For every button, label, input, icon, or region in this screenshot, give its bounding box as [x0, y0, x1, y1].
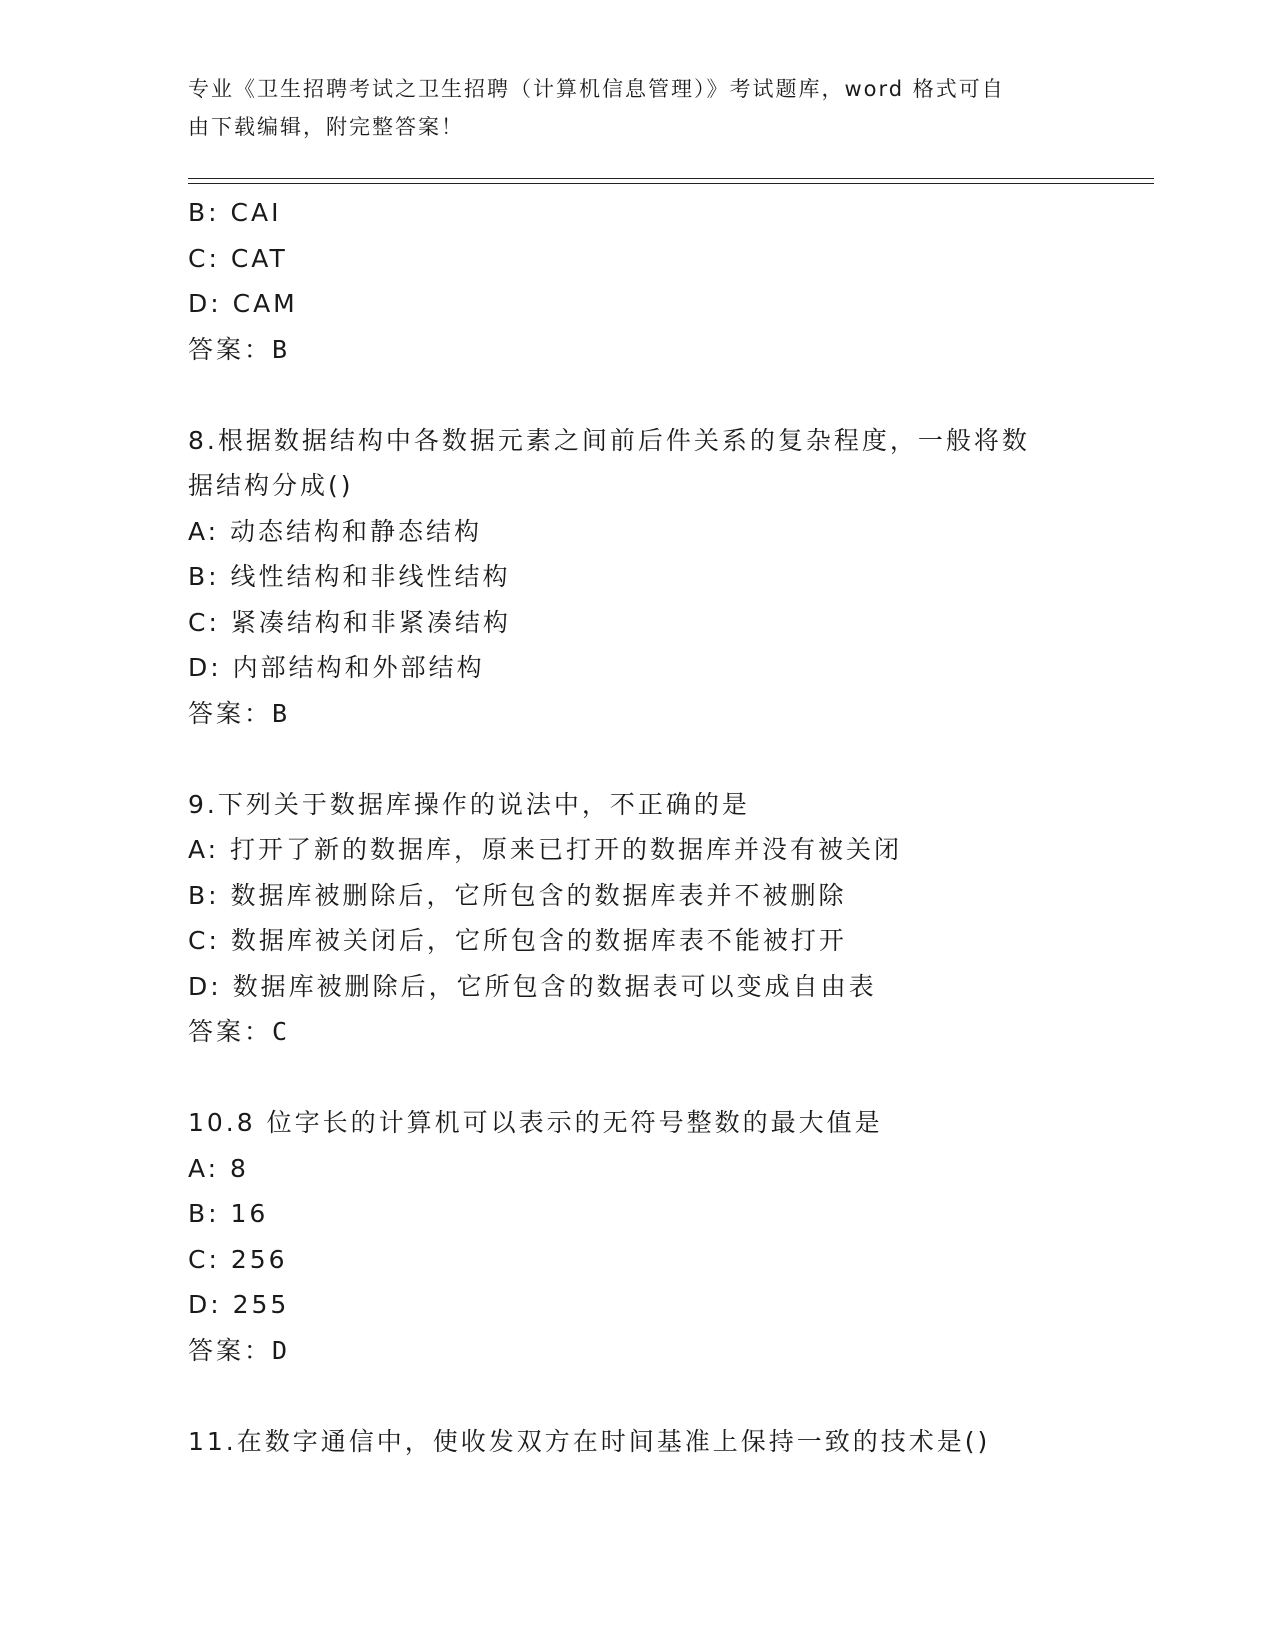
option-d: D: 内部结构和外部结构	[188, 653, 485, 682]
answer-label: 答案：	[188, 698, 273, 728]
answer-label: 答案：	[188, 1017, 273, 1046]
option-b: B: CAI	[188, 198, 282, 227]
option-c: C: 256	[188, 1244, 288, 1274]
answer-label: 答案：	[188, 1335, 273, 1365]
question-stem: 10.8 位字长的计算机可以表示的无符号整数的最大值是	[188, 1108, 883, 1137]
answer-label: 答案：	[188, 334, 273, 364]
question-11	[188, 1419, 1118, 1465]
question-7	[188, 190, 1118, 372]
answer-line	[188, 691, 1118, 737]
header-line-1: 专业《卫生招聘考试之卫生招聘（计算机信息管理）》考试题库，word 格式可自	[188, 77, 1005, 101]
question-10	[188, 1100, 1118, 1373]
question-stem: 8.根据数据结构中各数据元素之间前后件关系的复杂程度，一般将数	[188, 425, 1030, 455]
answer-value: D	[272, 1335, 290, 1365]
option-d: D: 255	[188, 1290, 290, 1319]
option-d: D: CAM	[188, 289, 298, 318]
answer-value: B	[272, 698, 290, 728]
header-divider-bottom	[188, 183, 1154, 184]
question-stem-cont: 据结构分成()	[188, 471, 354, 500]
question-stem: 11.在数字通信中，使收发双方在时间基准上保持一致的技术是()	[188, 1426, 991, 1456]
option-a: A: 打开了新的数据库，原来已打开的数据库并没有被关闭	[188, 835, 903, 864]
answer-line	[188, 1009, 1118, 1055]
answer-value: C	[272, 1017, 290, 1046]
question-8	[188, 418, 1118, 737]
option-c: C: 紧凑结构和非紧凑结构	[188, 607, 511, 637]
answer-line	[188, 1328, 1118, 1374]
header-line-2: 由下载编辑，附完整答案！	[188, 115, 464, 139]
option-b: B: 16	[188, 1199, 269, 1228]
question-list	[188, 190, 1118, 1464]
option-b: B: 数据库被删除后，它所包含的数据库表并不被删除	[188, 880, 847, 910]
option-d: D: 数据库被删除后，它所包含的数据表可以变成自由表	[188, 971, 877, 1001]
option-a: A: 8	[188, 1153, 249, 1183]
document-header	[188, 70, 1088, 146]
answer-value: B	[272, 334, 290, 364]
question-9	[188, 782, 1118, 1055]
option-c: C: CAT	[188, 243, 288, 273]
header-divider-top	[188, 178, 1154, 179]
option-c: C: 数据库被关闭后，它所包含的数据库表不能被打开	[188, 926, 847, 955]
option-a: A: 动态结构和静态结构	[188, 516, 483, 546]
answer-line	[188, 327, 1118, 373]
question-stem: 9.下列关于数据库操作的说法中，不正确的是	[188, 789, 750, 819]
option-b: B: 线性结构和非线性结构	[188, 562, 511, 591]
